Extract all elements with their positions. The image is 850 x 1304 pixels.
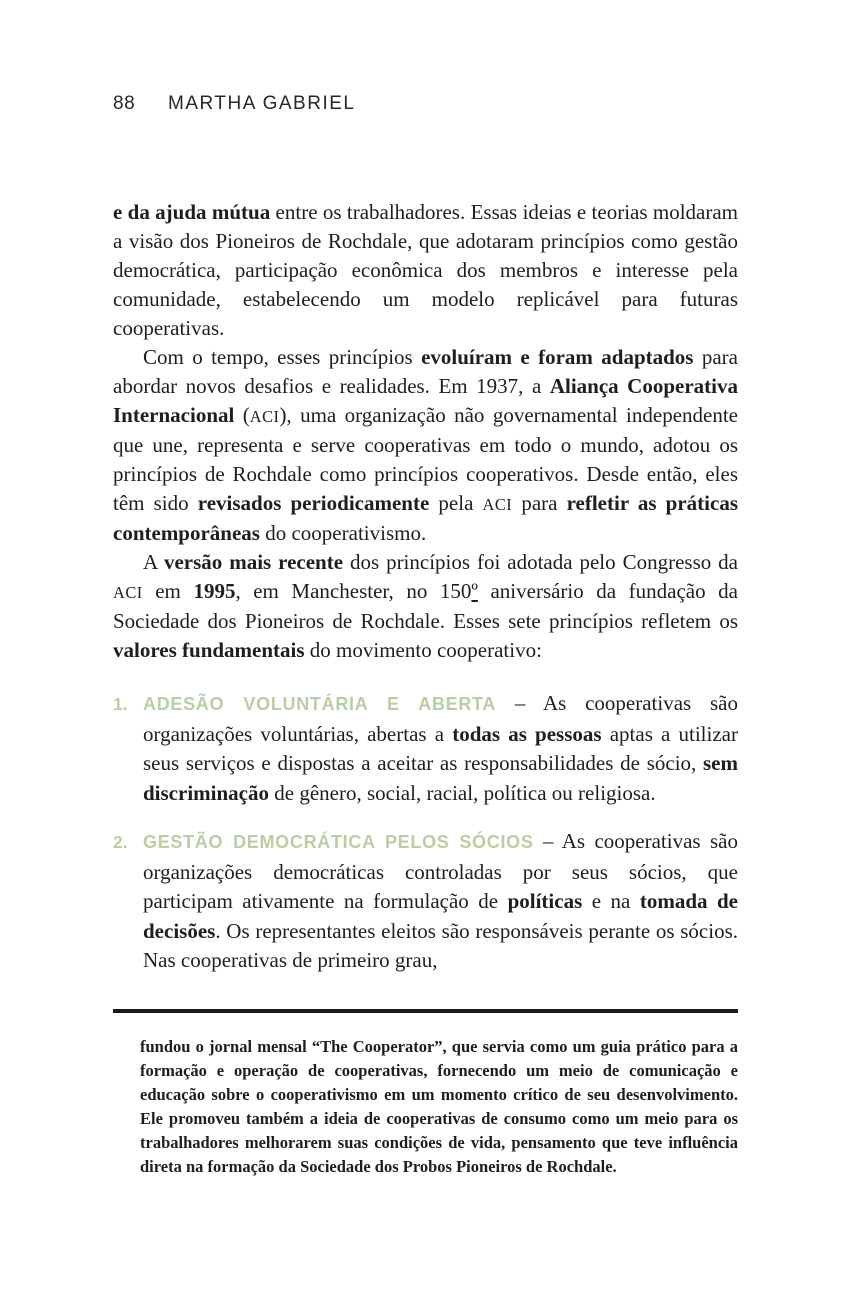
list-item-text: – As cooperativas são organizações voluntárias, abertas a todas as pessoas aptas a utilizar seus serviços e dispostas a aceitar as responsabilidades de sócio, sem discriminação de gênero, social, racial, política ou religiosa. [143,691,738,805]
list-item [113,689,738,808]
footnote-text: fundou o jornal mensal “The Cooperator”, que servia como um guia prático para a formação e operação de cooperativas, fornecendo um meio de comunicação e educação sobre o cooperativismo em um momento crítico de seu desenvolvimento. Ele promoveu também a ideia de cooperativas de consumo como um meio para os trabalhadores melhorarem suas condições de vida, pensamento que teve influência direta na formação da Sociedade dos Probos Pioneiros de Rochdale. [140,1036,738,1176]
paragraph: Com o tempo, esses princípios evoluíram e foram adaptados para abordar novos desafios e realidades. Em 1937, a Aliança Cooperativa Internacional (ACI), uma organização não governamental independente que une, representa e serve cooperativas em todo o mundo, adotou os princípios de Rochdale como princípios cooperativos. Desde então, eles têm sido revisados periodicamente pela ACI para refletir as práticas contemporâneas do cooperativismo. [113,345,738,545]
list-item-text: – As cooperativas são organizações democráticas controladas por seus sócios, que participam ativamente na formulação de políticas e na tomada de decisões. Os representantes eleitos são responsáveis perante os sócios. Nas cooperativas de primeiro grau, [143,829,739,972]
paragraph: e da ajuda mútua entre os trabalhadores. Essas ideias e teorias moldaram a visão dos Pioneiros de Rochdale, que adotaram princípios como gestão democrática, participação econômica dos membros e interesse pela comunidade, estabelecendo um modelo replicável para futuras cooperativas. [113,200,738,340]
running-head-author: MARTHA GABRIEL [168,93,356,114]
list-item-heading: ADESÃO VOLUNTÁRIA E ABERTA [143,694,497,714]
list-item-number: 2. [113,832,128,852]
principles-list [113,689,738,976]
paragraph: A versão mais recente dos princípios foi adotada pelo Congresso da ACI em 1995, em Manchester, no 150º aniversário da fundação da Sociedade dos Pioneiros de Rochdale. Esses sete princípios refletem os valores fundamentais do movimento cooperativo: [113,550,738,662]
page-number: 88 [113,93,136,114]
list-item [113,827,738,976]
list-item-number: 1. [113,694,128,714]
list-item-heading: GESTÃO DEMOCRÁTICA PELOS SÓCIOS [143,832,534,852]
footnote-divider [113,1009,738,1013]
body-text [113,198,738,665]
running-header [113,93,738,115]
